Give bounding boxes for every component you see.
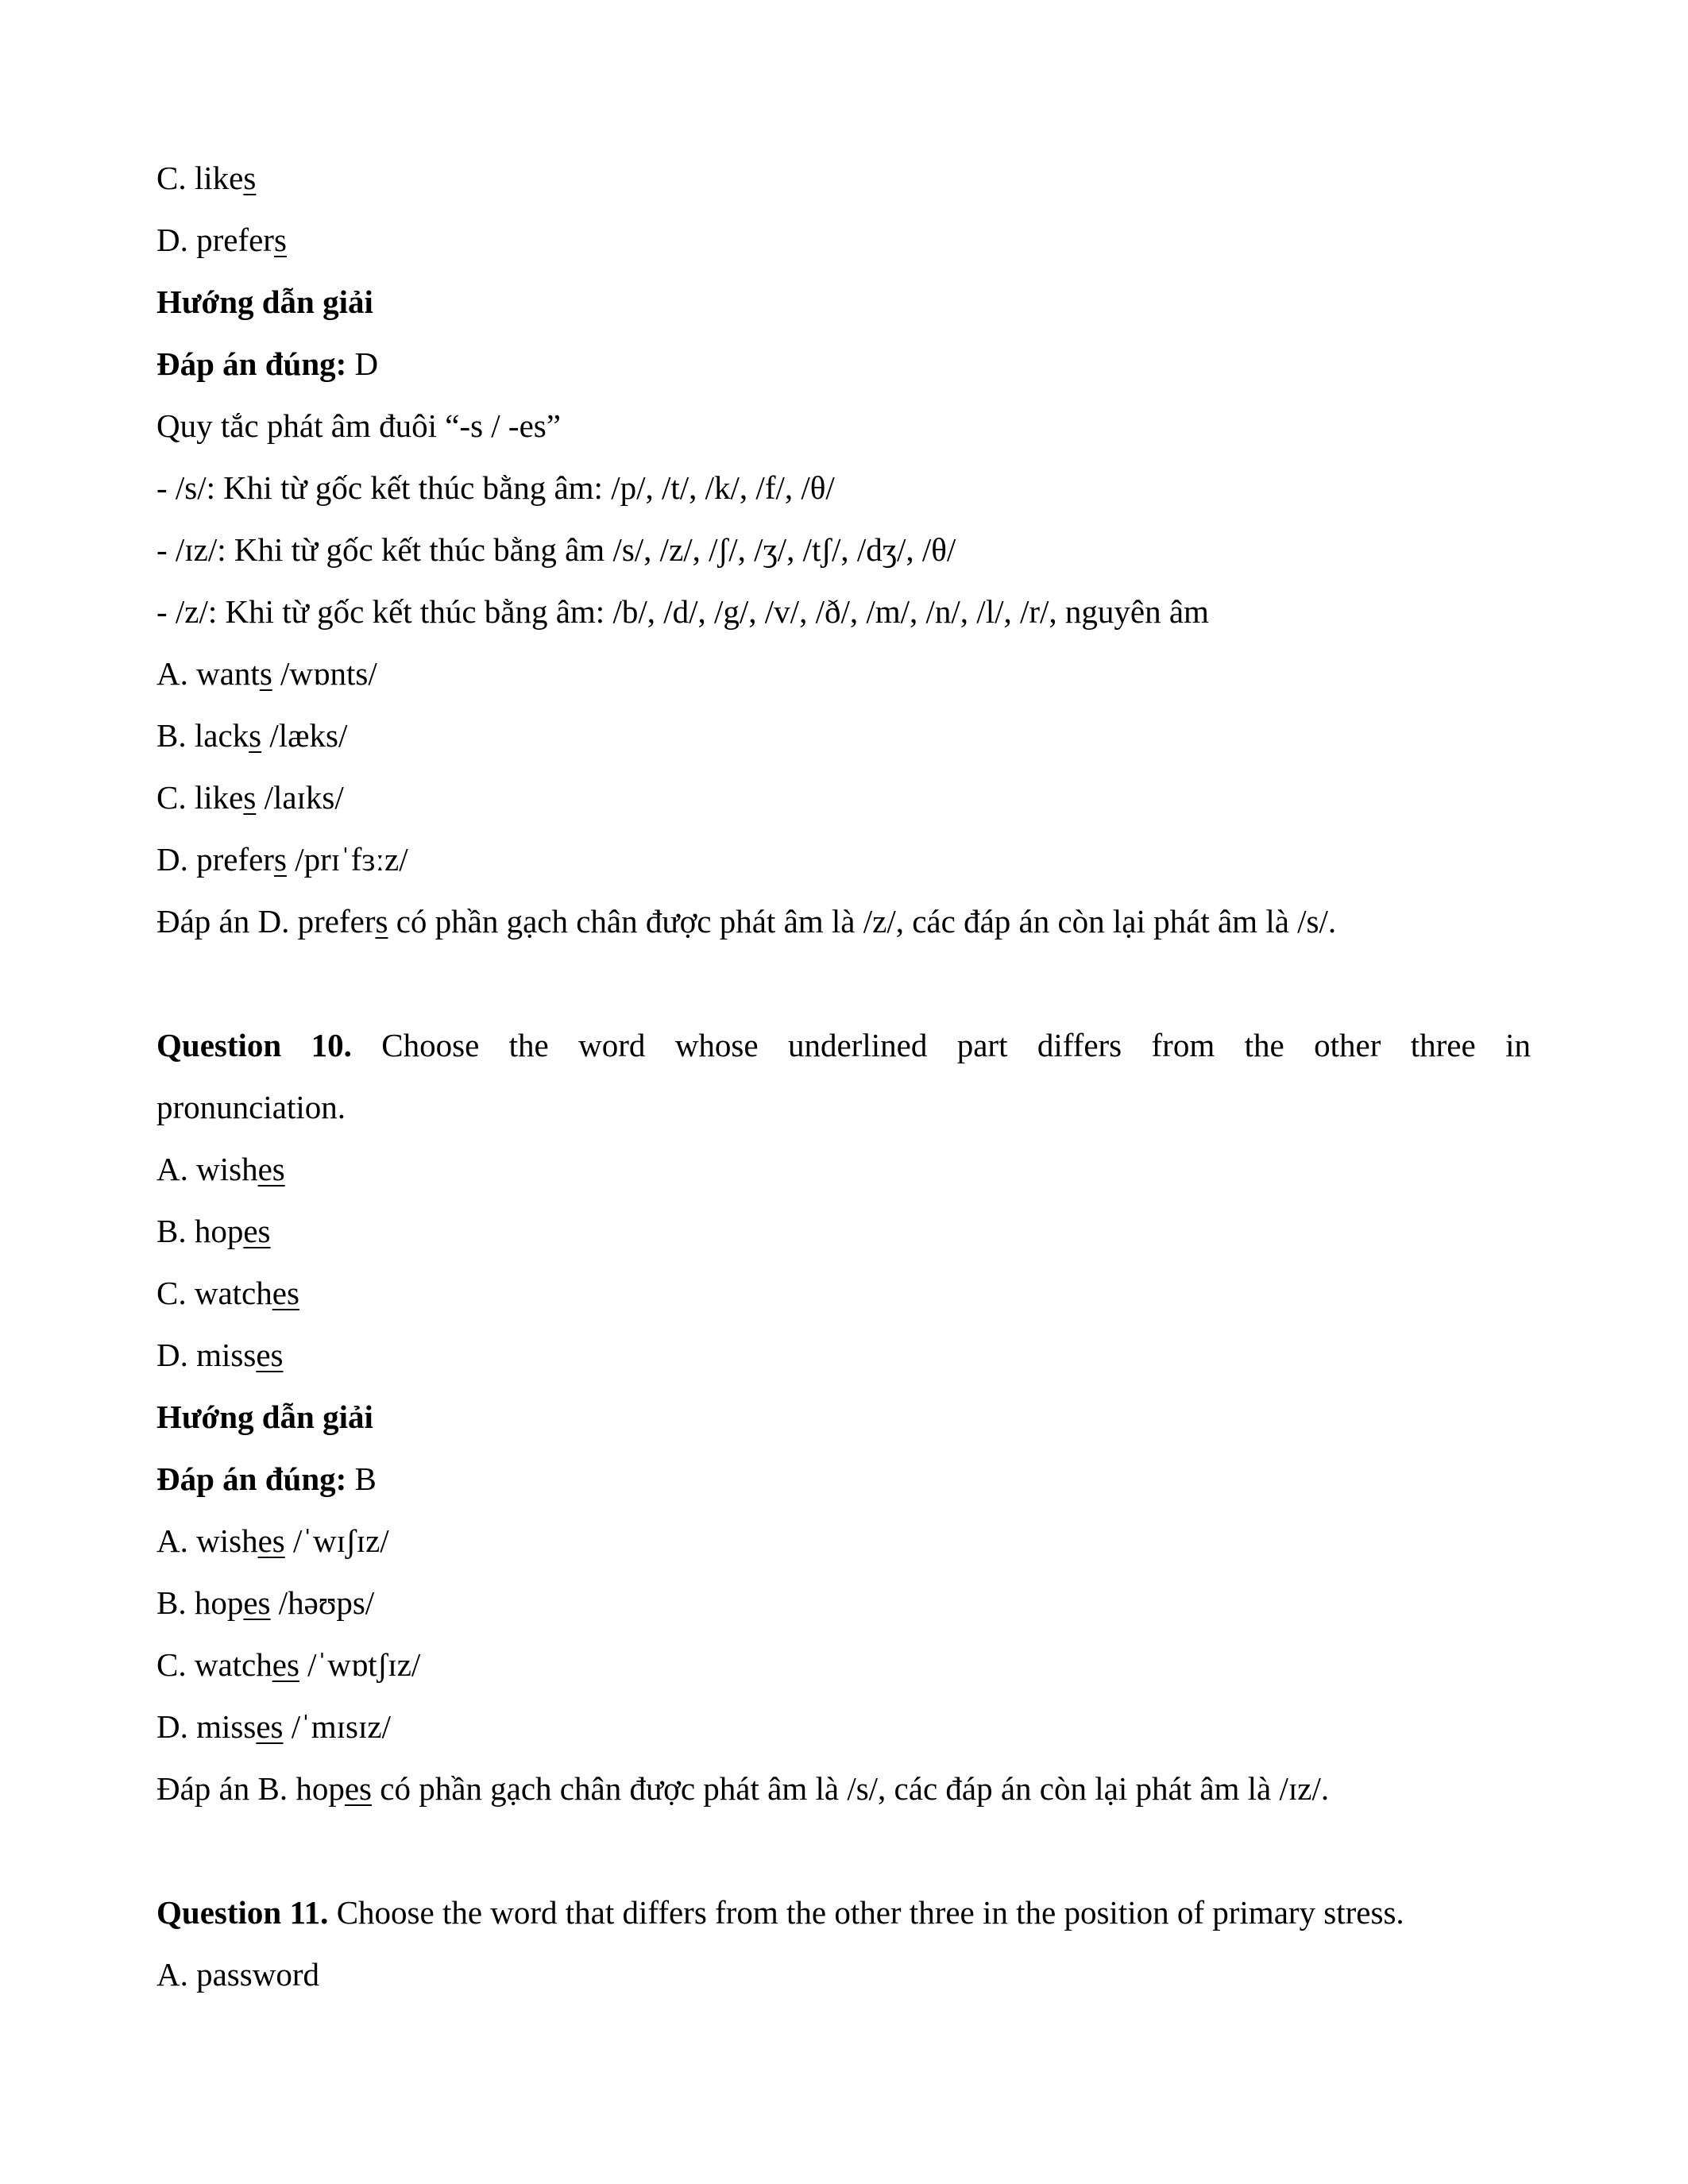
spacer: [156, 1819, 1531, 1881]
underlined-part: s: [243, 779, 257, 816]
underlined-part: es: [243, 1213, 271, 1249]
underlined-part: s: [243, 160, 257, 196]
underlined-part: es: [243, 1584, 271, 1621]
q9-explain-d: D. prefers /prɪˈfɜːz/: [156, 841, 408, 878]
q9-option-c: C. likes: [156, 160, 257, 196]
underlined-part: s: [273, 222, 287, 258]
q11-option-a: A. password: [156, 1956, 319, 1993]
q10-explain-b: B. hopes /həʊps/: [156, 1584, 375, 1621]
underlined-part: s: [259, 655, 272, 692]
q10-option-c: C. watches: [156, 1275, 299, 1311]
q10-option-b: B. hopes: [156, 1213, 271, 1249]
document-page: [156, 147, 1531, 2005]
q9-rule-title: Quy tắc phát âm đuôi “-s / -es”: [156, 407, 561, 444]
q10-option-a: A. wishes: [156, 1151, 285, 1187]
q10-explain-c: C. watches /ˈwɒtʃɪz/: [156, 1646, 421, 1683]
underlined-part: es: [257, 1522, 285, 1559]
underlined-part: es: [344, 1770, 373, 1807]
underlined-part: es: [272, 1275, 299, 1311]
q9-rule-s: - /s/: Khi từ gốc kết thúc bằng âm: /p/, /t/, /k/, /f/, /θ/: [156, 469, 835, 506]
q9-explain-c: C. likes /laɪks/: [156, 779, 344, 816]
q10-stem-cont: pronunciation.: [156, 1089, 346, 1125]
q9-conclusion: Đáp án D. prefers có phần gạch chân được phát âm là /z/, các đáp án còn lại phát âm là /s/.: [156, 903, 1337, 940]
underlined-part: s: [273, 841, 287, 878]
underlined-part: es: [257, 1151, 285, 1187]
underlined-part: es: [256, 1708, 284, 1745]
q10-option-d: D. misses: [156, 1337, 284, 1373]
q10-answer: Đáp án đúng: B: [156, 1461, 377, 1497]
q10-explain-a: A. wishes /ˈwɪʃɪz/: [156, 1522, 389, 1559]
spacer: [156, 952, 1531, 1014]
q10-conclusion: Đáp án B. hopes có phần gạch chân được phát âm là /s/, các đáp án còn lại phát âm là /ɪz/.: [156, 1770, 1330, 1807]
q11-stem: Question 11. Choose the word that differs from the other three in the position of primary stress.: [156, 1894, 1404, 1931]
q9-rule-iz: - /ɪz/: Khi từ gốc kết thúc bằng âm /s/, /z/, /ʃ/, /ʒ/, /tʃ/, /dʒ/, /θ/: [156, 531, 956, 568]
q10-explain-d: D. misses /ˈmɪsɪz/: [156, 1708, 391, 1745]
q10-stem: Question 10. Choose the word whose underlined part differs from the other three in: [156, 1027, 1532, 1063]
q9-rule-z: - /z/: Khi từ gốc kết thúc bằng âm: /b/, /d/, /g/, /v/, /ð/, /m/, /n/, /l/, /r/, nguyên âm: [156, 593, 1209, 630]
underlined-part: s: [375, 903, 388, 940]
q9-answer: Đáp án đúng: D: [156, 345, 379, 382]
q10-guide-heading: Hướng dẫn giải: [156, 1399, 373, 1435]
underlined-part: es: [256, 1337, 284, 1373]
q9-explain-a: A. wants /wɒnts/: [156, 655, 377, 692]
q9-guide-heading: Hướng dẫn giải: [156, 284, 373, 320]
q9-explain-b: B. lacks /læks/: [156, 717, 348, 754]
q9-option-d: D. prefers: [156, 222, 287, 258]
underlined-part: es: [272, 1646, 299, 1683]
underlined-part: s: [249, 717, 262, 754]
